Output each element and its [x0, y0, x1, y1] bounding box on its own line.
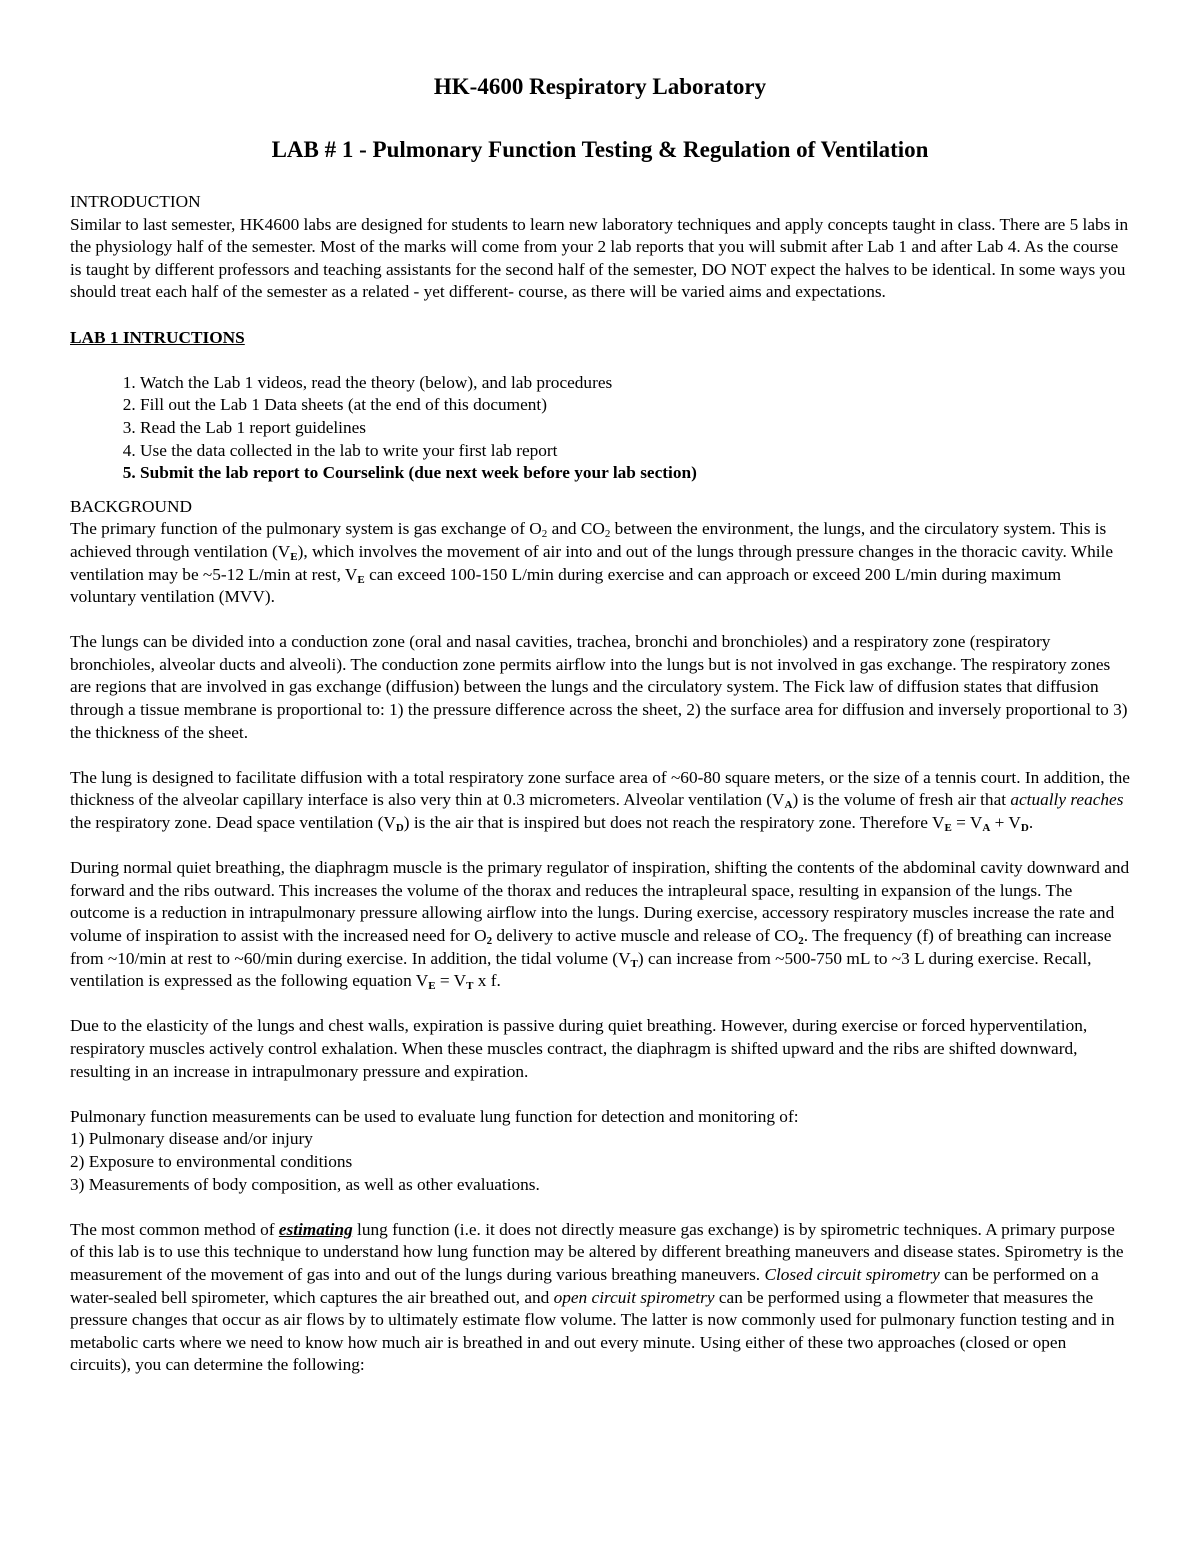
- list-item: 2. Fill out the Lab 1 Data sheets (at the end of this document): [140, 394, 1130, 417]
- instructions-heading: LAB 1 INTRUCTIONS: [70, 327, 245, 347]
- list-item: 4. Use the data collected in the lab to write your first lab report: [140, 440, 1130, 463]
- background-paragraph-6: [70, 1106, 1130, 1196]
- list-item: 5. Submit the lab report to Courselink (due next week before your lab section): [140, 462, 1130, 485]
- background-paragraph-3: The lung is designed to facilitate diffusion with a total respiratory zone surface area of ~60-80 square meters, or the size of a tennis court. In addition, the thickness of the alveolar capillary interface is also very thin at 0.3 micrometers. Alveolar ventilation $(V_A)$ is the volume of fresh air that actually reaches the respiratory zone. Dead space ventilation $(V_D)$ is the air that is inspired but does not reach the respiratory zone. Therefore $V_E = V_A + V_D$.: [70, 767, 1130, 835]
- measurements-intro: Pulmonary function measurements can be used to evaluate lung function for detection and monitoring of:: [70, 1106, 799, 1126]
- instructions-list: [70, 372, 1130, 485]
- list-item: 2) Exposure to environmental conditions: [70, 1151, 353, 1171]
- document-title: HK-4600 Respiratory Laboratory: [433, 74, 767, 99]
- intro-paragraph: Similar to last semester, HK4600 labs are designed for students to learn new laboratory techniques and apply concepts taught in class. There are 5 labs in the physiology half of the semester. Most of the marks will come from your 2 lab reports that you will submit after Lab 1 and after Lab 4. As the course is taught by different professors and teaching assistants for the second half of the semester, DO NOT expect the halves to be identical. In some ways you should treat each half of the semester as a related - yet different- course, as there will be varied aims and expectations.: [70, 214, 1129, 302]
- list-item: 1) Pulmonary disease and/or injury: [70, 1129, 313, 1149]
- background-paragraph-7: The most common method of estimating lung function (i.e. it does not directly measure gas exchange) is by spirometric techniques. A primary purpose of this lab is to use this technique to understand how lung function may be altered by different breathing maneuvers and disease states. Spirometry is the measurement of the movement of gas into and out of the lungs during various breathing maneuvers. Closed circuit spirometry can be performed on a water-sealed bell spirometer, which captures the air breathed out, and open circuit spirometry can be performed using a flowmeter that measures the pressure changes that occur as air flows by to ultimately estimate flow volume. The latter is now commonly used for pulmonary function testing and in metabolic carts where we need to know how much air is breathed in and out every minute. Using either of these two approaches (closed or open circuits), you can determine the following:: [70, 1219, 1124, 1375]
- lab-title: LAB # 1 - Pulmonary Function Testing & Regulation of Ventilation: [271, 137, 929, 162]
- document-body: [70, 191, 1130, 1377]
- background-paragraph-1: The primary function of the pulmonary system is gas exchange of $O_2$ and $CO_2$ between the environment, the lungs, and the circulatory system. This is achieved through ventilation $(V_E)$, which involves the movement of air into and out of the lungs through pressure changes in the thoracic cavity. While ventilation may be ~5-12 L/min at rest, $V_E$ can exceed 100-150 L/min during exercise and can approach or exceed 200 L/min during maximum voluntary ventilation (MVV).: [70, 519, 1113, 607]
- background-heading: BACKGROUND: [70, 496, 192, 516]
- background-paragraph-2: The lungs can be divided into a conduction zone (oral and nasal cavities, trachea, bronchi and bronchioles) and a respiratory zone (respiratory bronchioles, alveolar ducts and alveoli). The conduction zone permits airflow into the lungs but is not involved in gas exchange. The respiratory zones are regions that are involved in gas exchange (diffusion) between the lungs and the circulatory system. The Fick law of diffusion states that diffusion through a tissue membrane is proportional to: 1) the pressure difference across the sheet, 2) the surface area for diffusion and inversely proportional to 3) the thickness of the sheet.: [70, 632, 1128, 742]
- list-item: 1. Watch the Lab 1 videos, read the theory (below), and lab procedures: [140, 372, 1130, 395]
- list-item: 3. Read the Lab 1 report guidelines: [140, 417, 1130, 440]
- background-paragraph-5: Due to the elasticity of the lungs and chest walls, expiration is passive during quiet breathing. However, during exercise or forced hyperventilation, respiratory muscles actively control exhalation. When these muscles contract, the diaphragm is shifted upward and the ribs are shifted downward, resulting in an increase in intrapulmonary pressure and expiration.: [70, 1016, 1088, 1081]
- list-item: 3) Measurements of body composition, as well as other evaluations.: [70, 1174, 540, 1194]
- intro-heading: INTRODUCTION: [70, 192, 201, 211]
- background-paragraph-4: During normal quiet breathing, the diaphragm muscle is the primary regulator of inspiration, shifting the contents of the abdominal cavity downward and forward and the ribs outward. This increases the volume of the thorax and reduces the intrapleural space, resulting in expansion of the lungs. The outcome is a reduction in intrapulmonary pressure allowing airflow into the lungs. During exercise, accessory respiratory muscles increase the rate and volume of inspiration to assist with the increased need for $O_2$ delivery to active muscle and release of $CO_2$. The frequency (f) of breathing can increase from ~10/min at rest to ~60/min during exercise. In addition, the tidal volume $(V_T)$ can increase from ~500-750 mL to ~3 L during exercise. Recall, ventilation is expressed as the following equation $V_E = V_T$ x f.: [70, 858, 1130, 993]
